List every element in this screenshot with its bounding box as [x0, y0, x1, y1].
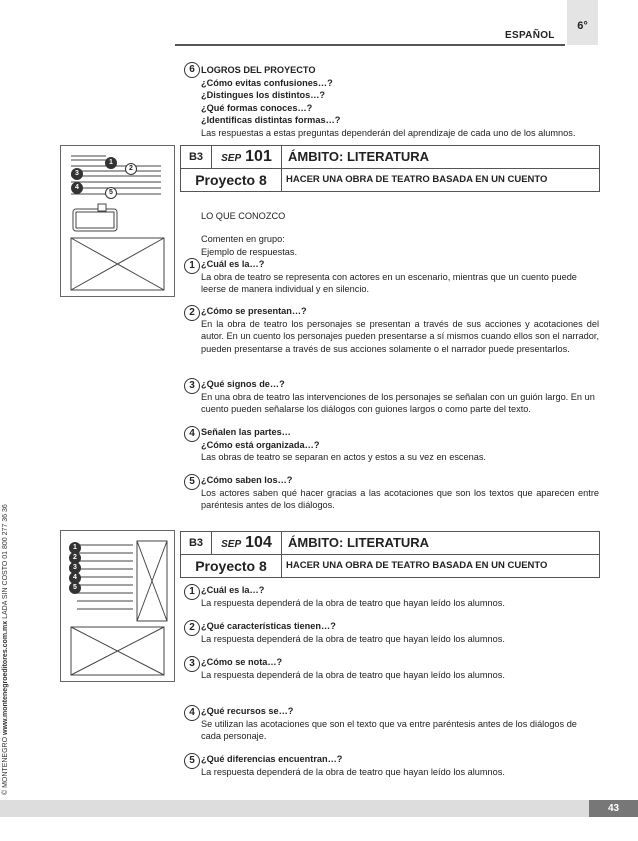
thumb-marker: 1: [69, 542, 81, 554]
logros-number: 6: [184, 62, 200, 78]
question-block: [201, 584, 599, 609]
thumb-marker: 3: [69, 562, 81, 574]
section-intro: Comenten en grupo:: [201, 234, 285, 244]
question-number: 4: [184, 705, 200, 721]
project-table-101: [180, 145, 600, 192]
thumb-marker: 5: [69, 582, 81, 594]
logros-item: ¿Distingues los distintos…?: [201, 90, 326, 101]
answer-text: La obra de teatro se representa con actores en un escenario, mientras que un cuento puede leerse de manera individual y en silencio.: [201, 271, 577, 295]
question-number: 2: [184, 305, 200, 321]
question-text: ¿Qué recursos se…?: [201, 706, 294, 716]
page-number: 43: [589, 800, 638, 817]
question-block: [201, 705, 599, 743]
ambito-cell: ÁMBITO: LITERATURA: [282, 146, 599, 169]
question-block: [201, 753, 599, 778]
question-text: ¿Cómo se presentan…?: [201, 306, 307, 316]
project-cell: Proyecto 8: [181, 169, 282, 191]
side-credit: [2, 504, 9, 795]
question-number: 1: [184, 258, 200, 274]
sep-label: SEP: [221, 539, 242, 550]
question-block: [201, 426, 599, 464]
sep-page-cell: [212, 532, 282, 555]
logros-item: ¿Cómo evitas confusiones…?: [201, 77, 333, 88]
thumb-marker: 5: [105, 187, 117, 199]
answer-text: La respuesta dependerá de la obra de teatro que hayan leído los alumnos.: [201, 766, 505, 777]
logros-answer: Las respuestas a estas preguntas dependerán del aprendizaje de cada uno de los alumnos.: [201, 127, 576, 138]
answer-text: Las obras de teatro se separan en actos y estos a su vez en escenas.: [201, 452, 486, 463]
question-number: 5: [184, 474, 200, 490]
question-block: [201, 620, 599, 645]
thumb-marker: 4: [69, 572, 81, 584]
thumb-marker: 3: [71, 168, 83, 180]
section-intro: Ejemplo de respuestas.: [201, 247, 298, 257]
question-text: ¿Qué características tienen…?: [201, 621, 336, 631]
sep-label: SEP: [221, 153, 242, 164]
question-block: [201, 378, 599, 416]
project-table-104: [180, 531, 600, 578]
sep-page-number: 101: [245, 148, 272, 165]
answer-text: En la obra de teatro los personajes se presentan a través de sus acciones y acotaciones del autor. En un cuento los personajes pueden presentarse a sí mismos cuando ellos son el narrador, pueden presentarse a través de sus acciones solamente o el narrador puede presentarlos.: [201, 318, 599, 354]
question-text: ¿Cómo saben los…?: [201, 475, 293, 485]
project-cell: Proyecto 8: [181, 555, 282, 577]
question-block: [201, 258, 599, 296]
question-text: ¿Qué diferencias encuentran…?: [201, 754, 343, 764]
question-number: 1: [184, 584, 200, 600]
page-thumbnail-101: [60, 145, 175, 297]
question-text: Señalen las partes…: [201, 427, 291, 437]
question-text: ¿Cuál es la…?: [201, 585, 265, 595]
question-number: 4: [184, 426, 200, 442]
ambito-cell: ÁMBITO: LITERATURA: [282, 532, 599, 555]
logros-title: LOGROS DEL PROYECTO: [201, 65, 316, 75]
thumb-marker: 1: [105, 157, 117, 169]
side-phone: LADA SIN COSTO 01 800 277 36 36: [2, 504, 9, 619]
question-block: [201, 305, 599, 355]
logros-block: [201, 64, 599, 140]
answer-text: En una obra de teatro las intervenciones de los personajes se señalan con un guión largo. En un cuento pueden señalarse los diálogos con guiones largos o como parte del texto.: [201, 391, 595, 415]
thumb-marker: 2: [125, 163, 137, 175]
sep-page-cell: [212, 146, 282, 169]
page-thumbnail-104: [60, 530, 175, 682]
sep-page-number: 104: [245, 534, 272, 551]
question-block: [201, 474, 599, 512]
answer-text: La respuesta dependerá de la obra de teatro que hayan leído los alumnos.: [201, 633, 505, 644]
section-title: LO QUE CONOZCO: [201, 211, 286, 221]
footer-bar: [0, 800, 638, 817]
block-cell: B3: [181, 532, 212, 555]
answer-text: Los actores saben qué hacer gracias a las acotaciones que son los textos que aparecen entre paréntesis antes de los diálogos.: [201, 487, 599, 511]
question-text: ¿Cómo se nota…?: [201, 657, 283, 667]
thumb-marker: 4: [71, 182, 83, 194]
answer-text: La respuesta dependerá de la obra de teatro que hayan leído los alumnos.: [201, 597, 505, 608]
grade-tab: [567, 0, 598, 45]
logros-item: ¿Qué formas conoces…?: [201, 102, 313, 113]
thumb-marker: 2: [69, 552, 81, 564]
answer-text: La respuesta dependerá de la obra de teatro que hayan leído los alumnos.: [201, 669, 505, 680]
question-number: 5: [184, 753, 200, 769]
question-text: ¿Cómo está organizada…?: [201, 439, 320, 450]
question-number: 2: [184, 620, 200, 636]
question-text: ¿Qué signos de…?: [201, 379, 285, 389]
question-block: [201, 656, 599, 681]
project-title-cell: HACER UNA OBRA DE TEATRO BASADA EN UN CUENTO: [286, 560, 548, 571]
question-number: 3: [184, 656, 200, 672]
question-text: ¿Cuál es la…?: [201, 259, 265, 269]
project-title-cell: HACER UNA OBRA DE TEATRO BASADA EN UN CUENTO: [286, 174, 548, 185]
question-number: 3: [184, 378, 200, 394]
block-cell: B3: [181, 146, 212, 169]
logros-item: ¿Identificas distintas formas…?: [201, 115, 341, 126]
grade-label: 6°: [577, 20, 588, 32]
subject-label: ESPAÑOL: [505, 30, 555, 41]
answer-text: Se utilizan las acotaciones que son el texto que va entre paréntesis antes de los diálogos de cada personaje.: [201, 718, 577, 742]
side-brand: © MONTENEGRO: [2, 736, 9, 795]
side-url: www.montenegroeditores.com.mx: [2, 620, 9, 735]
